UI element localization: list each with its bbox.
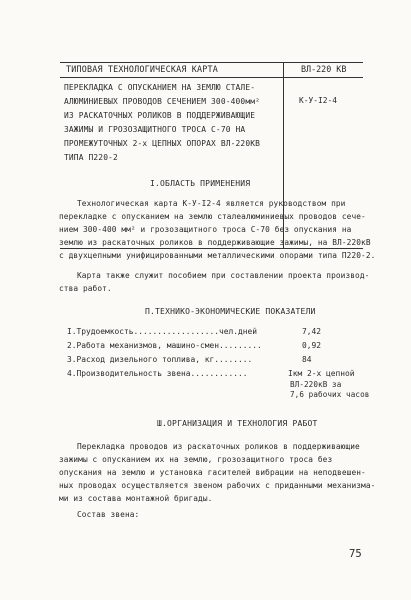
productivity-extra-2: 7,6 рабочих часов (290, 390, 370, 399)
s1-para1-line3: нием 300-400 мм² и грозозащитного троса С-70 без опускания на (59, 225, 352, 234)
s1-para2-line1: Карта также служит пособием при составлении проекта производ- (77, 271, 370, 280)
section-2-title: П.ТЕХНИКО-ЭКОНОМИЧЕСКИЕ ПОКАЗАТЕЛИ (145, 307, 316, 316)
title-line-3: ИЗ РАСКАТОЧНЫХ РОЛИКОВ В ПОДДЕРЖИВАЮЩИЕ (64, 111, 256, 120)
card-code: К-У-I2-4 (299, 96, 338, 105)
s3-para1-line1: Перекладка проводов из раскаточных роликов в поддерживающие (77, 442, 360, 451)
s1-para1-line1: Технологическая карта К-У-I2-4 является руководством при (77, 199, 346, 208)
indicator-value: Iкм 2-х цепной (288, 369, 355, 378)
page-number: 75 (349, 548, 362, 560)
line-code-label: ВЛ-220 КВ (301, 64, 347, 74)
s1-para1-line4: землю из раскаточных роликов в поддерживающие зажимы, на ВЛ-220кВ (59, 238, 371, 247)
crew-label: Состав звена: (77, 510, 140, 519)
indicator-label: 4.Производительность звена............ (67, 369, 248, 378)
s3-para1-line2: зажимы с опусканием их на землю, грозозащитного троса без (59, 455, 333, 464)
indicator-value: 0,92 (302, 341, 322, 350)
indicator-value: 84 (302, 355, 312, 364)
s1-para1-line5: с двухцепными унифицированными металлическими опорами типа П220-2. (59, 251, 376, 260)
title-line-2: АЛЮМИНИЕВЫХ ПРОВОДОВ СЕЧЕНИЕМ 300-400мм² (64, 97, 261, 106)
indicator-row (0, 327, 411, 339)
indicator-row (0, 341, 411, 353)
indicator-row (0, 369, 411, 381)
indicator-row (0, 355, 411, 367)
title-line-4: ЗАЖИМЫ И ГРОЗОЗАЩИТНОГО ТРОСА С-70 НА (64, 125, 246, 134)
title-line-6: ТИПА П220-2 (64, 153, 118, 162)
s3-para1-line5: ми из состава монтажной бригады. (59, 494, 213, 503)
section-3-title: Ш.ОРГАНИЗАЦИЯ И ТЕХНОЛОГИЯ РАБОТ (157, 419, 318, 428)
indicator-label: 3.Расход дизельного топлива, кг........ (67, 355, 253, 364)
card-type-label: ТИПОВАЯ ТЕХНОЛОГИЧЕСКАЯ КАРТА (66, 64, 219, 74)
s1-para1-line2: перекладке с опусканием на землю сталеалюминиевых проводов сече- (59, 212, 366, 221)
s1-para2-line2: ства работ. (59, 284, 112, 293)
indicator-value: 7,42 (302, 327, 322, 336)
indicator-label: I.Трудоемкость..................чел.дней (67, 327, 258, 336)
title-line-1: ПЕРЕКЛАДКА С ОПУСКАНИЕМ НА ЗЕМЛЮ СТАЛЕ- (64, 83, 256, 92)
s3-para1-line4: ных проводах осуществляется звеном рабочих с приданными механизма- (59, 481, 376, 490)
title-line-5: ПРОМЕЖУТОЧНЫХ 2-х ЦЕПНЫХ ОПОРАХ ВЛ-220КВ (64, 139, 261, 148)
section-1-title: I.ОБЛАСТЬ ПРИМЕНЕНИЯ (150, 179, 251, 188)
s3-para1-line3: опускания на землю и установка гасителей вибрации на неподвешен- (59, 468, 366, 477)
indicator-label: 2.Работа механизмов, машино-смен......... (67, 341, 262, 350)
header-table-bottom-line (60, 248, 363, 249)
productivity-extra-1: ВЛ-220кВ за (290, 380, 342, 389)
